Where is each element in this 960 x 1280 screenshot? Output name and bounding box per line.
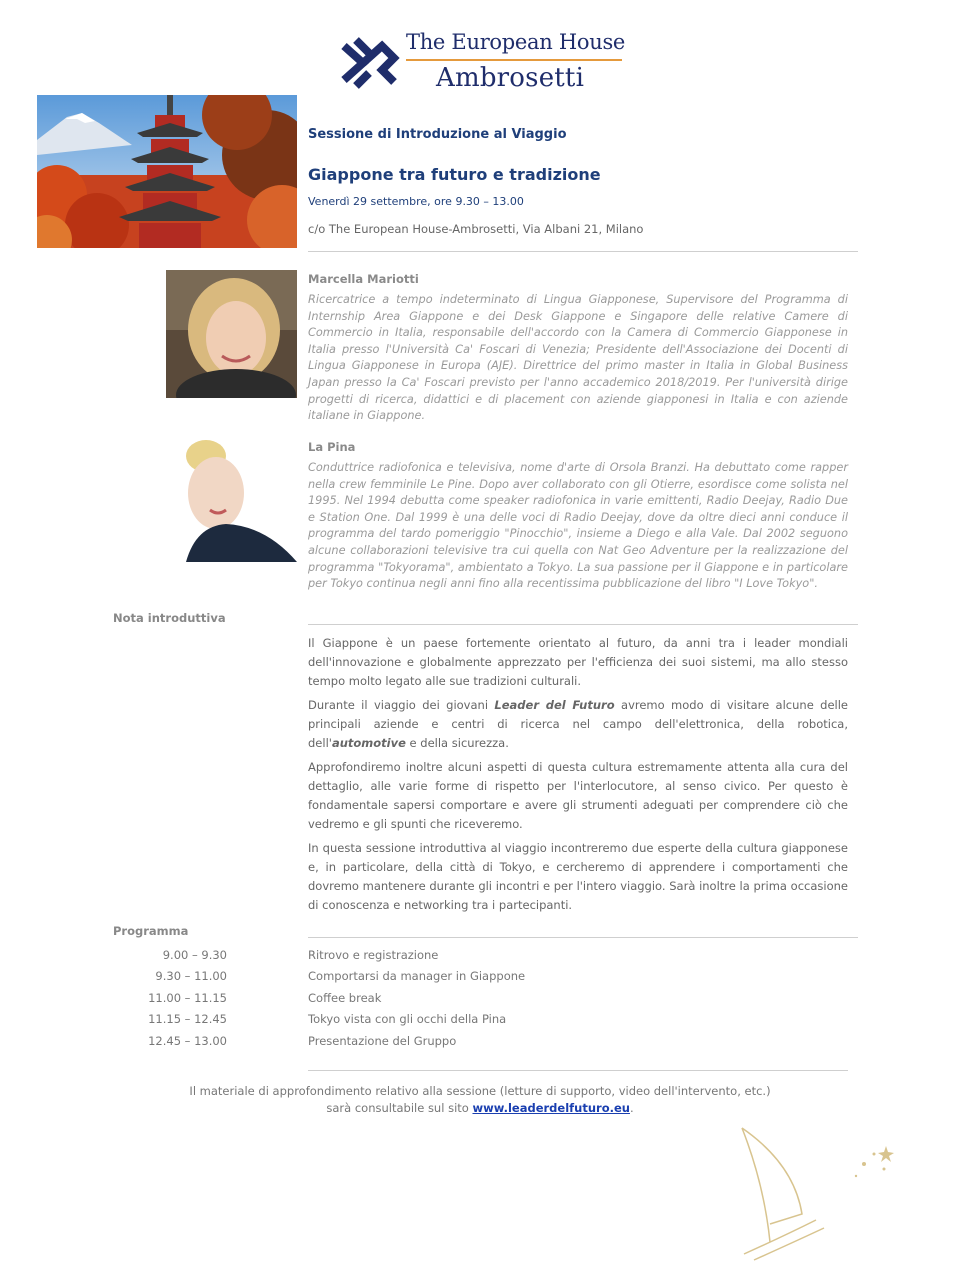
intro-paragraph: In questa sessione introduttiva al viaggio incontreremo due esperte della cultura giapponese e, in particolare, della città di Tokyo, e cercheremo di apprendere i comportamenti che dovremo mantenere durante gli incontri e per l'intero viaggio. Sarà inoltre la prima occasione di conoscenza e networking tra i partecipanti. — [308, 841, 848, 912]
intro-text — [308, 634, 848, 920]
table-row — [113, 1012, 853, 1033]
pagoda-photo — [37, 95, 297, 248]
speaker-photo-lapina — [166, 438, 297, 562]
footer-line: sarà consultabile sul sito www.leaderdelfuturo.eu. — [326, 1101, 634, 1115]
intro-paragraph: Il Giappone è un paese fortemente orientato al futuro, da anni tra i leader mondiali dell'innovazione e globalmente apprezzato per l'efficienza dei suoi sistemi, ma allo stesso tempo molto legato alle sue tradizioni culturali. — [308, 636, 848, 688]
speaker-photo-mariotti — [166, 270, 297, 398]
table-row — [113, 948, 853, 969]
emphasis: automotive — [331, 736, 406, 750]
speaker-name: La Pina — [308, 440, 356, 454]
divider — [308, 1070, 848, 1071]
programme-table — [113, 948, 853, 1055]
divider — [308, 937, 858, 938]
session-date: Venerdì 29 settembre, ore 9.30 – 13.00 — [308, 195, 524, 208]
programme-section-label: Programma — [113, 924, 189, 938]
speaker-bio: Ricercatrice a tempo indeterminato di Lingua Giapponese, Supervisore del Programma di Internship Area Giappone e dei Desk Giappone e Singapore delle relative Camere di Commercio in Italia, responsabile dell'accordo con la Camera di Commercio Giapponese in Italia presso l'Università Ca' Foscari di Venezia; Presidente dell'Associazione dei Docenti di Lingua Giapponese in Europa (AJE). Direttrice del primo master in Italia in Global Business Japan presso la Ca' Foscari previsto per l'anno accademico 2018/2019. Per l'università dirige progetti di ricerca, didattici e di placement con aziende giapponesi in Italia e con aziende italiane in Giappone. — [308, 293, 848, 423]
intro-section-label: Nota introduttiva — [113, 611, 226, 625]
intro-paragraph: Approfondiremo inoltre alcuni aspetti di questa cultura estremamente attenta alla cura del dettaglio, alle varie forme di rispetto per l'interlocutore, al senso civico. Per questo è fondamentale sapersi comportare e avere gli strumenti adeguati per comprendere ciò che vedremo e gli spunti che riceveremo. — [308, 760, 848, 831]
table-row — [113, 991, 853, 1012]
logo-line1: The European House — [406, 30, 626, 54]
website-link[interactable]: www.leaderdelfuturo.eu — [472, 1101, 630, 1115]
logo-mark-icon — [336, 36, 400, 90]
programme-item: Comportarsi da manager in Giappone — [308, 969, 526, 984]
speaker-bio: Conduttrice radiofonica e televisiva, nome d'arte di Orsola Branzi. Ha debuttato come rapper nella crew femminile Le Pine. Dopo aver collaborato con gli Otierre, esordisce come solista nel 1995. Nel 1994 debutta come speaker radiofonica in varie emittenti, Radio Deejay, Radio Due e Station One. Dal 1999 è una delle voci di Radio Deejay, dove da oltre dieci anni conduce il programma del tardo pomeriggio "Pinocchio", insieme a Diego e alla Vale. Dal 2002 seguono alcune collaborazioni televisive tra cui quella con Nat Geo Adventure per la realizzazione del programma "Tokyorama", ambientato a Tokyo. La sua passione per il Giappone e in particolare per Tokyo continua negli anni fino alla recentissima pubblicazione del libro "I Love Tokyo". — [308, 461, 848, 591]
programme-item: Ritrovo e registrazione — [308, 948, 439, 962]
logo-divider — [406, 59, 622, 61]
table-row — [113, 1034, 853, 1055]
pagoda-illustration — [37, 95, 297, 248]
session-venue: c/o The European House-Ambrosetti, Via Albani 21, Milano — [308, 222, 644, 236]
emphasis: Leader del Futuro — [494, 698, 615, 712]
intro-paragraph: Durante il viaggio dei giovani Leader del Futuro avremo modo di visitare alcune delle principali aziende e centri di ricerca nel campo dell'elettronica, della robotica, dell'automotive e della sicurezza. — [308, 698, 848, 750]
divider — [308, 624, 858, 625]
portrait-illustration — [166, 438, 297, 562]
company-logo — [336, 30, 636, 98]
programme-item: Coffee break — [308, 990, 382, 1005]
programme-time: 11.00 – 11.15 — [148, 990, 227, 1005]
page-title: Giappone tra futuro e tradizione — [308, 165, 601, 184]
session-label: Sessione di Introduzione al Viaggio — [308, 127, 567, 142]
programme-item: Tokyo vista con gli occhi della Pina — [308, 1012, 507, 1027]
speaker-name: Marcella Mariotti — [308, 272, 419, 286]
programme-time: 12.45 – 13.00 — [148, 1033, 227, 1048]
footer-line: Il materiale di approfondimento relativo alla sessione (letture di supporto, video dell'intervento, etc.) — [189, 1084, 771, 1098]
logo-line2: Ambrosetti — [436, 63, 585, 93]
divider — [308, 251, 858, 252]
sailboat-icon — [724, 1124, 904, 1274]
programme-time: 11.15 – 12.45 — [148, 1012, 227, 1027]
programme-time: 9.00 – 9.30 — [162, 948, 227, 962]
programme-item: Presentazione del Gruppo — [308, 1033, 457, 1048]
portrait-illustration — [166, 270, 297, 398]
programme-time: 9.30 – 11.00 — [155, 969, 227, 984]
footer-note — [120, 1083, 840, 1117]
table-row — [113, 969, 853, 990]
